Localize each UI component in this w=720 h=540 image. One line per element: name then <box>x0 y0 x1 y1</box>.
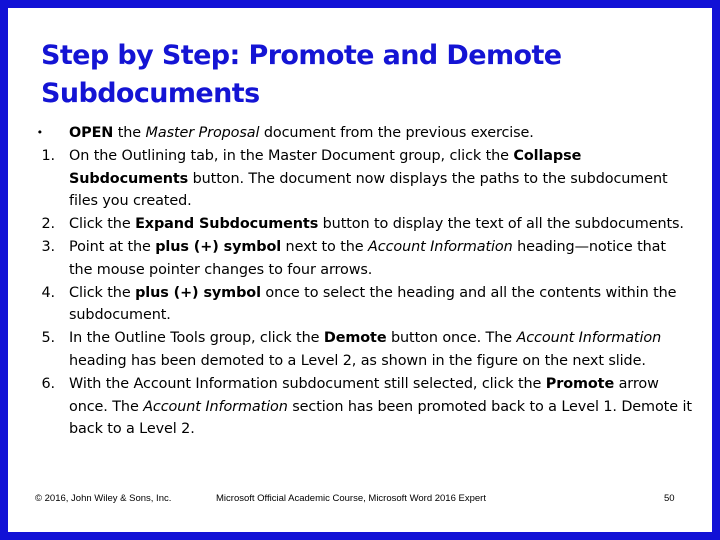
step-item-4 <box>33 282 693 328</box>
italic-run: Account Information <box>516 330 662 347</box>
text-run: Point at the <box>69 238 156 255</box>
step-number: 5. <box>41 330 55 347</box>
text-run: section has been promoted back to a Level 1. Demote it back to a Level 2. <box>69 398 692 438</box>
bullet-item <box>33 122 693 145</box>
footer-course: Microsoft Official Academic Course, Microsoft Word 2016 Expert <box>216 493 486 504</box>
title-line-1: Step by Step: Promote and Demote <box>41 40 562 71</box>
step-list <box>33 122 693 441</box>
bullet-text <box>69 125 534 141</box>
text-run: document from the previous exercise. <box>259 125 534 141</box>
italic-run: Account Information <box>368 238 513 255</box>
step-number: 1. <box>41 147 55 164</box>
text-run: once to select the heading and all the contents within the subdocument. <box>69 284 677 324</box>
step-item-3 <box>33 236 693 282</box>
title-line-2: Subdocuments <box>41 78 260 109</box>
bold-run: Demote <box>323 330 387 347</box>
bold-run: OPEN <box>69 125 114 141</box>
bullet-marker: • <box>36 126 43 139</box>
text-run: button once. The <box>386 330 517 347</box>
step-item-2 <box>33 213 693 236</box>
step-item-1 <box>33 145 693 213</box>
text-run: Click the <box>69 284 136 301</box>
bold-run: Expand Subdocuments <box>135 216 319 233</box>
slide-title <box>41 37 681 113</box>
step-number: 2. <box>41 216 55 233</box>
step-text <box>69 330 661 369</box>
text-run: In the Outline Tools group, click the <box>69 330 324 347</box>
step-number: 6. <box>41 375 55 392</box>
step-text <box>69 285 676 324</box>
footer-copyright: © 2016, John Wiley & Sons, Inc. <box>35 493 172 504</box>
text-run: On the Outlining tab, in the Master Document group, click the <box>69 147 514 164</box>
text-run: Click the <box>69 216 136 233</box>
text-run: button. The document now displays the paths to the subdocument files you created. <box>69 170 668 210</box>
text-run: heading has been demoted to a Level 2, as shown in the figure on the next slide. <box>69 352 646 369</box>
bold-run: plus (+) symbol <box>155 238 282 255</box>
bold-run: Collapse Subdocuments <box>69 147 582 187</box>
italic-run: Master Proposal <box>145 125 260 141</box>
text-run: arrow once. The <box>69 375 659 415</box>
step-text <box>69 216 684 232</box>
bold-run: Promote <box>545 375 615 392</box>
step-text <box>69 148 668 210</box>
text-run: button to display the text of all the subdocuments. <box>318 216 684 233</box>
text-run: the <box>113 125 146 141</box>
step-number: 3. <box>41 238 55 255</box>
text-run: heading—notice that the mouse pointer changes to four arrows. <box>69 238 666 278</box>
text-run: With the Account Information subdocument still selected, click the <box>69 375 546 392</box>
step-item-5 <box>33 327 693 373</box>
step-number: 4. <box>41 284 55 301</box>
italic-run: Account Information <box>143 398 288 415</box>
slide <box>8 8 712 532</box>
step-text <box>69 239 666 278</box>
step-text <box>69 376 692 438</box>
text-run: next to the <box>281 238 369 255</box>
page-number: 50 <box>664 493 675 504</box>
step-item-6 <box>33 373 693 441</box>
bold-run: plus (+) symbol <box>135 284 261 301</box>
